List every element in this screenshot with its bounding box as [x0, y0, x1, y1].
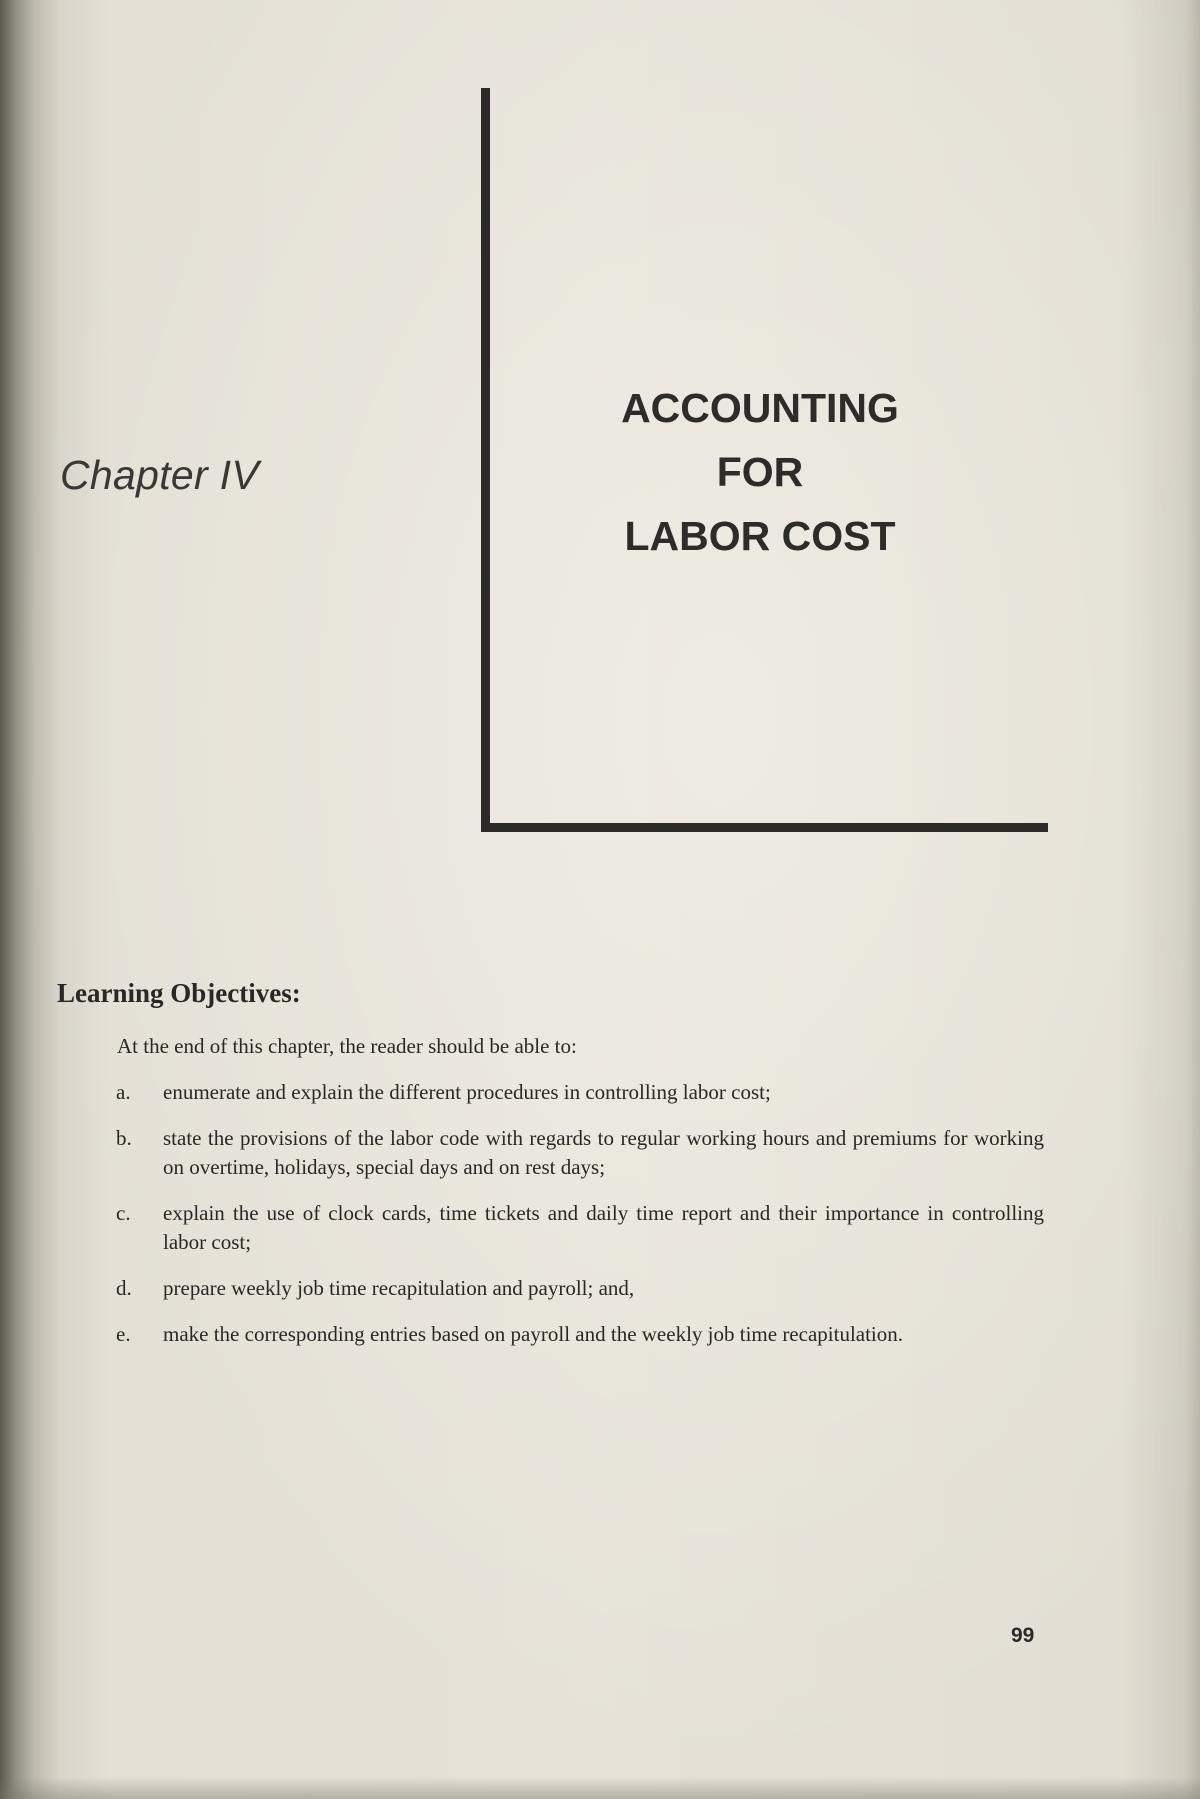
objective-text: state the provisions of the labor code with regards to regular working hours and premiums for working on overtime, holidays, special days and on rest days; — [163, 1126, 1044, 1179]
chapter-title — [560, 376, 960, 568]
learning-objectives-list — [112, 1078, 1052, 1366]
objective-text: explain the use of clock cards, time tickets and daily time report and their importance in controlling labor cost; — [163, 1201, 1044, 1254]
objective-text: prepare weekly job time recapitulation and payroll; and, — [163, 1276, 635, 1300]
objective-text: make the corresponding entries based on payroll and the weekly job time recapitulation. — [163, 1322, 904, 1346]
page-number: 99 — [1011, 1624, 1035, 1647]
objective-item — [112, 1124, 1052, 1182]
chapter-label: Chapter IV — [60, 452, 259, 498]
objective-item — [112, 1320, 1052, 1349]
objective-item — [112, 1199, 1052, 1257]
title-bracket-horizontal-rule — [481, 823, 1048, 832]
objective-item — [112, 1078, 1052, 1107]
title-bracket-vertical-rule — [481, 88, 490, 828]
objective-letter: e. — [116, 1322, 131, 1346]
learning-objectives-heading: Learning Objectives: — [57, 978, 301, 1008]
chapter-title-line-2: FOR — [716, 449, 804, 495]
objective-letter: c. — [116, 1201, 131, 1225]
objective-item — [112, 1274, 1052, 1303]
chapter-title-line-1: ACCOUNTING — [621, 385, 899, 431]
objective-letter: d. — [116, 1276, 132, 1300]
objective-letter: a. — [116, 1080, 131, 1104]
chapter-title-line-3: LABOR COST — [624, 513, 896, 559]
learning-objectives-intro: At the end of this chapter, the reader should be able to: — [117, 1034, 577, 1058]
objective-text: enumerate and explain the different procedures in controlling labor cost; — [163, 1080, 771, 1104]
objective-letter: b. — [116, 1126, 132, 1150]
